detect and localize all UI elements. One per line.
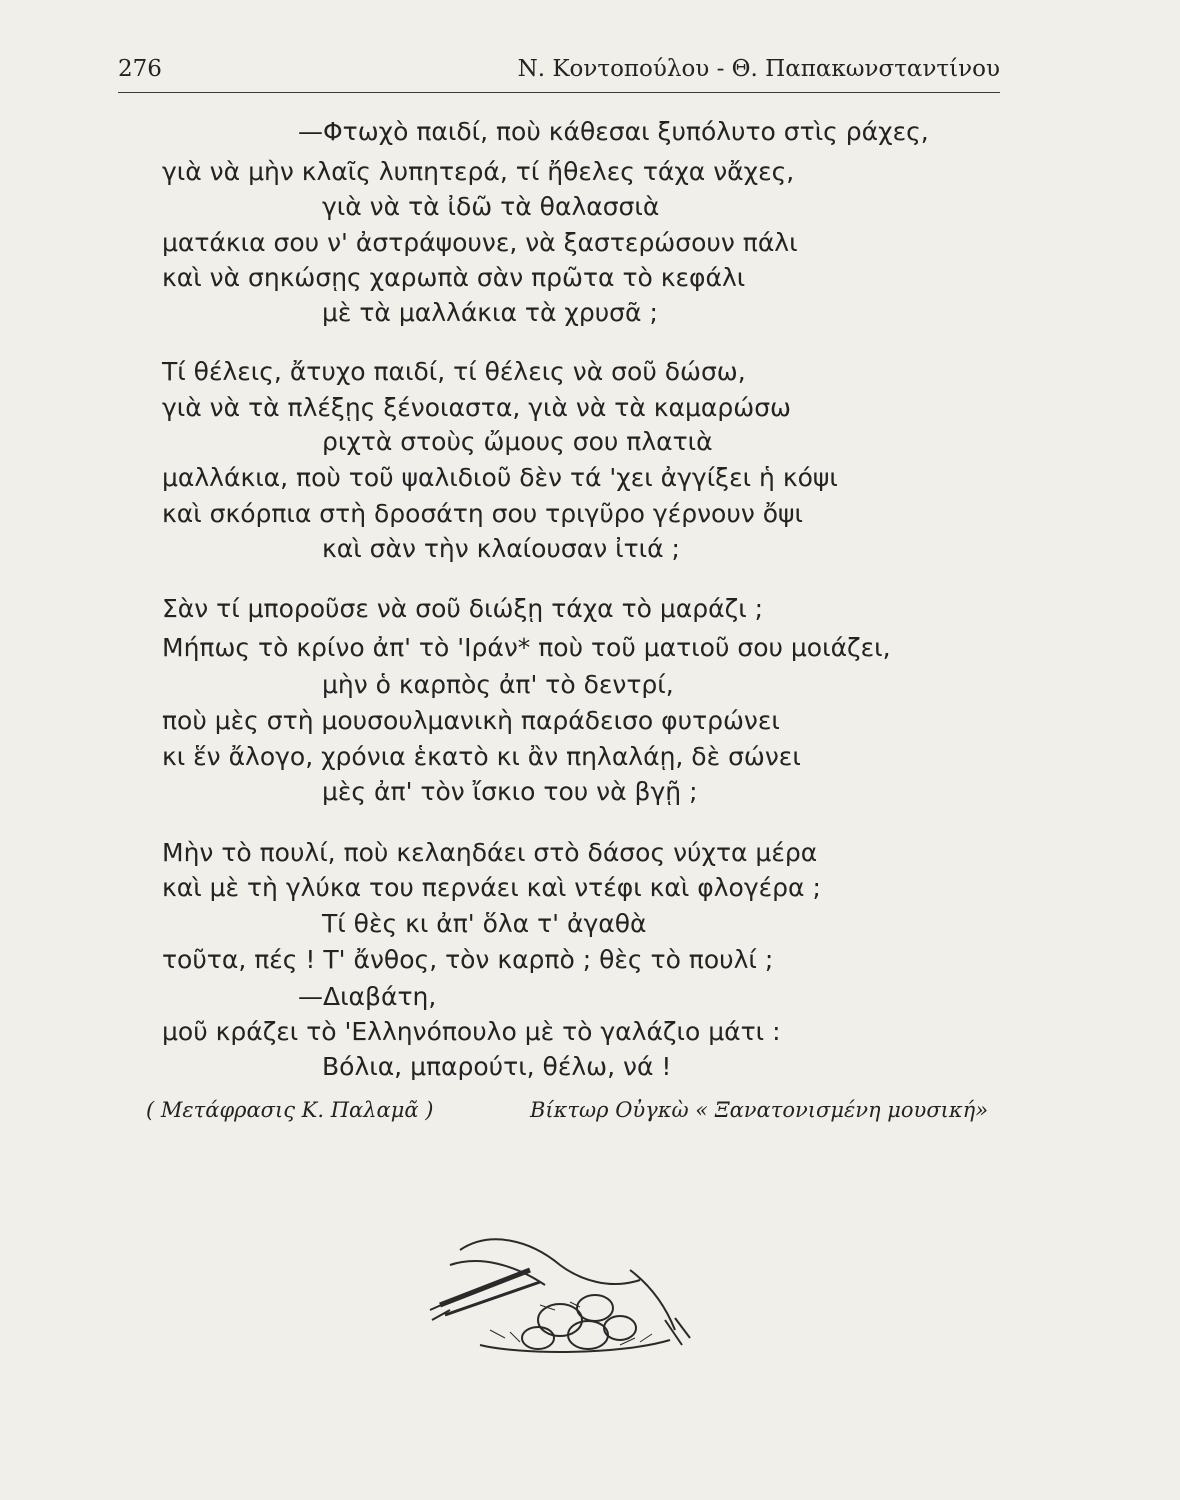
poem-line: ποὺ μὲς στὴ μουσουλμανικὴ παράδεισο φυτρώνει bbox=[162, 706, 780, 735]
poem-line: γιὰ νὰ τὰ πλέξῃς ξένοιαστα, γιὰ νὰ τὰ καμαρώσω bbox=[162, 393, 791, 422]
poem-line: Μήπως τὸ κρίνο ἀπ' τὸ 'Ιράν* ποὺ τοῦ ματιοῦ σου μοιάζει, bbox=[162, 633, 891, 662]
poem-line: Τί θὲς κι ἀπ' ὅλα τ' ἀγαθὰ bbox=[322, 909, 647, 938]
poem-line: ματάκια σου ν' ἀστράψουνε, νὰ ξαστερώσουν πάλι bbox=[162, 228, 798, 257]
decorative-vignette bbox=[420, 1210, 720, 1360]
poem-line: μὲς ἀπ' τὸν ἴσκιο του νὰ βγῇ ; bbox=[322, 777, 698, 806]
poem-line: Σὰν τί μποροῦσε νὰ σοῦ διώξῃ τάχα τὸ μαράζι ; bbox=[162, 594, 764, 623]
poem-line: καὶ σὰν τὴν κλαίουσαν ἰτιά ; bbox=[322, 534, 680, 563]
poem-line: τοῦτα, πές ! Τ' ἄνθος, τὸν καρπὸ ; θὲς τὸ πουλί ; bbox=[162, 945, 774, 974]
poem-line: καὶ νὰ σηκώσῃς χαρωπὰ σὰν πρῶτα τὸ κεφάλι bbox=[162, 263, 746, 292]
running-head: Ν. Κοντοπούλου - Θ. Παπακωνσταντίνου bbox=[517, 56, 1000, 82]
poem-line: μοῦ κράζει τὸ 'Ελληνόπουλο μὲ τὸ γαλάζιο μάτι : bbox=[162, 1017, 781, 1046]
source-credit: Βίκτωρ Οὐγκὼ « Ξανατονισμένη μουσική» bbox=[530, 1098, 989, 1122]
poem-line: μὴν ὁ καρπὸς ἀπ' τὸ δεντρί, bbox=[322, 670, 674, 699]
poem-line: Βόλια, μπαρούτι, θέλω, νά ! bbox=[322, 1052, 672, 1081]
poem-line: —Φτωχὸ παιδί, ποὺ κάθεσαι ξυπόλυτο στὶς ράχες, bbox=[298, 117, 929, 146]
page-number: 276 bbox=[118, 56, 162, 82]
poem-line: Μὴν τὸ πουλί, ποὺ κελαηδάει στὸ δάσος νύχτα μέρα bbox=[162, 838, 818, 867]
poem-line: ριχτὰ στοὺς ὤμους σου πλατιὰ bbox=[322, 427, 713, 456]
poem-line: κι ἕν ἄλογο, χρόνια ἑκατὸ κι ἂν πηλαλάῃ, δὲ σώνει bbox=[162, 742, 801, 771]
poem-line: γιὰ νὰ μὴν κλαῖς λυπητερά, τί ἤθελες τάχα νἄχες, bbox=[162, 157, 795, 186]
poem-line: μαλλάκια, ποὺ τοῦ ψαλιδιοῦ δὲν τά 'χει ἀγγίξει ἡ κόψι bbox=[162, 463, 838, 492]
poem-line: γιὰ νὰ τὰ ἰδῶ τὰ θαλασσιὰ bbox=[322, 192, 660, 221]
poem-line: καὶ σκόρπια στὴ δροσάτη σου τριγῦρο γέρνουν ὄψι bbox=[162, 499, 803, 528]
poem-line: —Διαβάτη, bbox=[298, 982, 437, 1011]
poem-line: Τί θέλεις, ἄτυχο παιδί, τί θέλεις νὰ σοῦ δώσω, bbox=[162, 357, 746, 386]
poem-line: καὶ μὲ τὴ γλύκα του περνάει καὶ ντέφι καὶ φλογέρα ; bbox=[162, 873, 821, 902]
poem-line: μὲ τὰ μαλλάκια τὰ χρυσᾶ ; bbox=[322, 298, 658, 327]
translator-credit: ( Μετάφρασις Κ. Παλαμᾶ ) bbox=[146, 1098, 434, 1122]
